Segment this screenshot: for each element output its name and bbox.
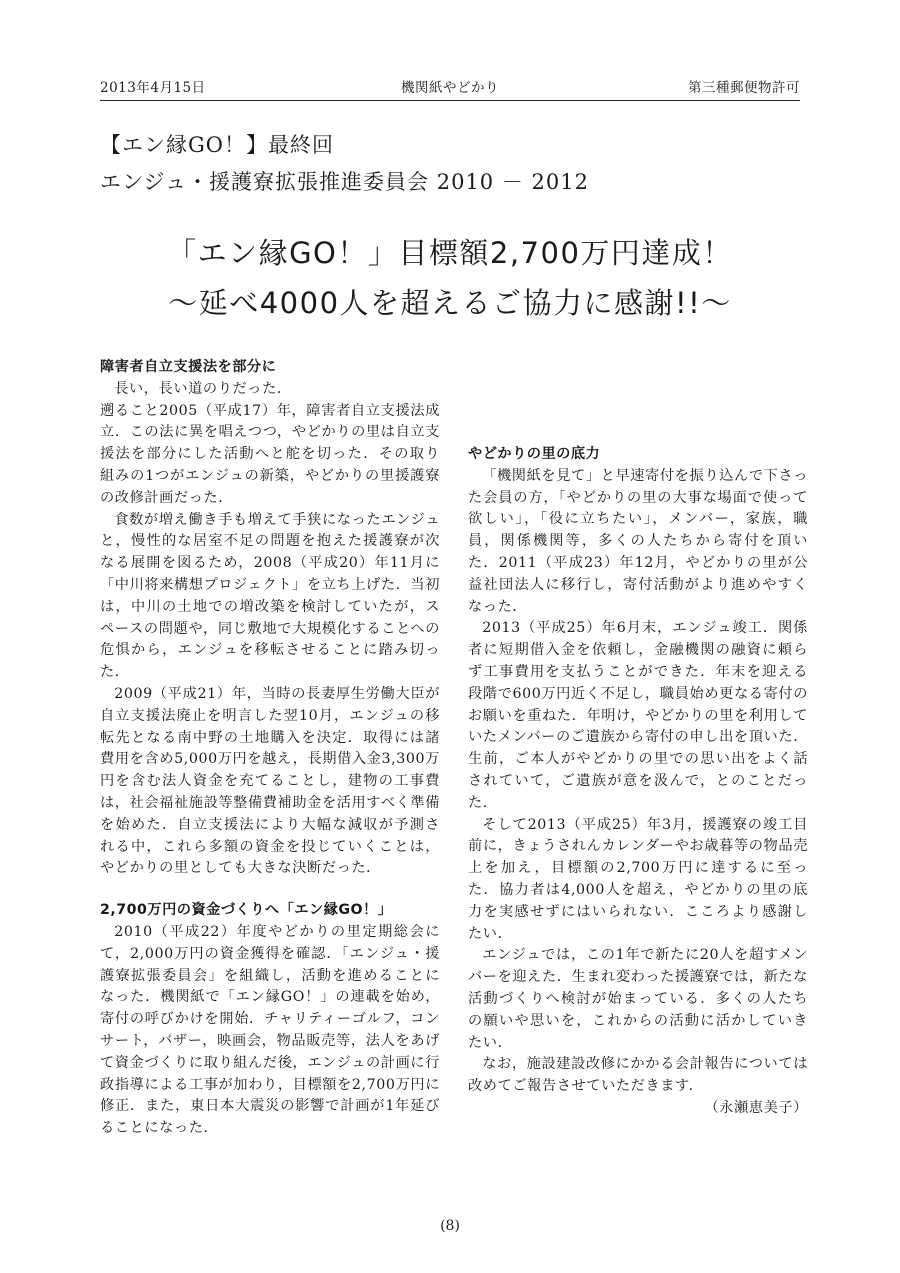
issue-date: 2013年4月15日 — [100, 80, 206, 96]
paragraph: エンジュでは，この1年で新たに20人を超すメンバーを迎えた．生まれ変わった援護寮では，新たな活動づくりへ検討が始まっている．多くの人たちの願いや思いを，これからの活動に活かしていきたい． — [468, 947, 808, 1051]
paragraph: なお，施設建設改修にかかる会計報告については改めてご報告させていただきます． — [468, 1056, 808, 1095]
series-title-line1: 【エン縁GO！】最終回 — [100, 133, 334, 157]
paragraph: 長い，長い道のりだった． — [114, 380, 292, 397]
postal-permit: 第三種郵便物許可 — [688, 80, 800, 96]
paragraph: 「機関紙を見て」と早速寄付を振り込んで下さった会員の方，「やどかりの里の大事な場面で使って欲しい」，「役に立ちたい」，メンバー，家族，職員，関係機関等，多くの人たちから寄付を頂いた．2011（平成23）年12月，やどかりの里が公益社団法人に移行し，寄付活動がより進めやすくなった． — [468, 467, 808, 615]
paragraph: そして2013（平成25）年3月，援護寮の竣工目前に，きょうされんカレンダーやお歳暮等の物品売上を加え，目標額の2,700万円に達するに至った．協力者は4,000人を超え，やどかりの里の底力を実感せずにはいられない．こころより感謝したい． — [468, 816, 808, 942]
section-heading: 障害者自立支援法を部分に — [100, 359, 277, 375]
article-column-left — [100, 357, 440, 1140]
paragraph: 食数が増え働き手も増えて手狭になったエンジュと，慢性的な居室不足の問題を抱えた援護寮が次なる展開を図るため，2008（平成20）年11月に「中川将来構想プロジェクト」を立ち上げた．当初は，中川の土地での増改築を検討していたが，スペースの問題や，同じ敷地で大規模化することへの危惧から，エンジュを移転させることに踏み切った． — [100, 511, 440, 681]
headline-line1: 「エン縁GO！」目標額2,700万円達成！ — [167, 236, 733, 270]
paragraph: 2009（平成21）年，当時の長妻厚生労働大臣が自立支援法廃止を明言した翌10月，エンジュの移転先となる南中野の土地購入を決定．取得には諸費用を含め5,000万円を越え，長期借入金3,300万円を含む法人資金を充てることし，建物の工事費は，社会福祉施設等整備費補助金を活用すべく準備を始めた．自立支援法により大幅な減収が予測される中，これら多額の資金を投じていくことは，やどかりの里としても大きな決断だった． — [100, 685, 440, 877]
article-headline — [100, 228, 800, 328]
newsletter-name: 機関紙やどかり — [401, 80, 499, 96]
paragraph: 2010（平成22）年度やどかりの里定期総会にて，2,000万円の資金獲得を確認．「エンジュ・援護寮拡張委員会」を組織し，活動を進めることになった．機関紙で「エン縁GO！」の連載を始め，寄付の呼びかけを開始．チャリティーゴルフ，コンサート，バザー，映画会，物品販売等，法人をあげて資金づくりに取り組んだ後，エンジュの計画に行政指導による工事が加わり，目標額を2,700万円に修正．また，東日本大震災の影響で計画が1年延びることになった． — [100, 923, 440, 1137]
page-header — [100, 76, 800, 98]
section-heading: やどかりの里の底力 — [468, 446, 601, 462]
paragraph: 2013（平成25）年6月末，エンジュ竣工．関係者に短期借入金を依頼し，金融機関の融資に頼らず工事費用を支払うことができた．年末を迎える段階で600万円近く不足し，職員始め更なる寄付のお願いを重ねた．年明け，やどかりの里を利用していたメンバーのご遺族から寄付の申し出を頂いた．生前，ご本人がやどかりの里での思い出をよく話されていて，ご遺族が意を汲んで，とのことだった． — [468, 620, 808, 811]
series-title-line2: エンジュ・援護寮拡張推進委員会 2010 － 2012 — [100, 170, 589, 194]
paragraph: 遡ること2005（平成17）年，障害者自立支援法成立．この法に異を唱えつつ，やどかりの里は自立支援法を部分にした活動へと舵を切った．その取り組みの1つがエンジュの新築，やどかりの里援護寮の改修計画だった． — [100, 402, 440, 506]
page-number: (8) — [440, 1218, 460, 1234]
headline-line2: ～延べ4000人を超えるご協力に感謝!!～ — [168, 286, 732, 320]
author-credit: （永瀬恵美子） — [704, 1099, 808, 1116]
series-title — [100, 127, 800, 201]
section-heading: 2,700万円の資金づくりへ「エン縁GO！」 — [100, 902, 393, 919]
article-column-right — [468, 357, 808, 1120]
header-rule — [100, 100, 800, 101]
